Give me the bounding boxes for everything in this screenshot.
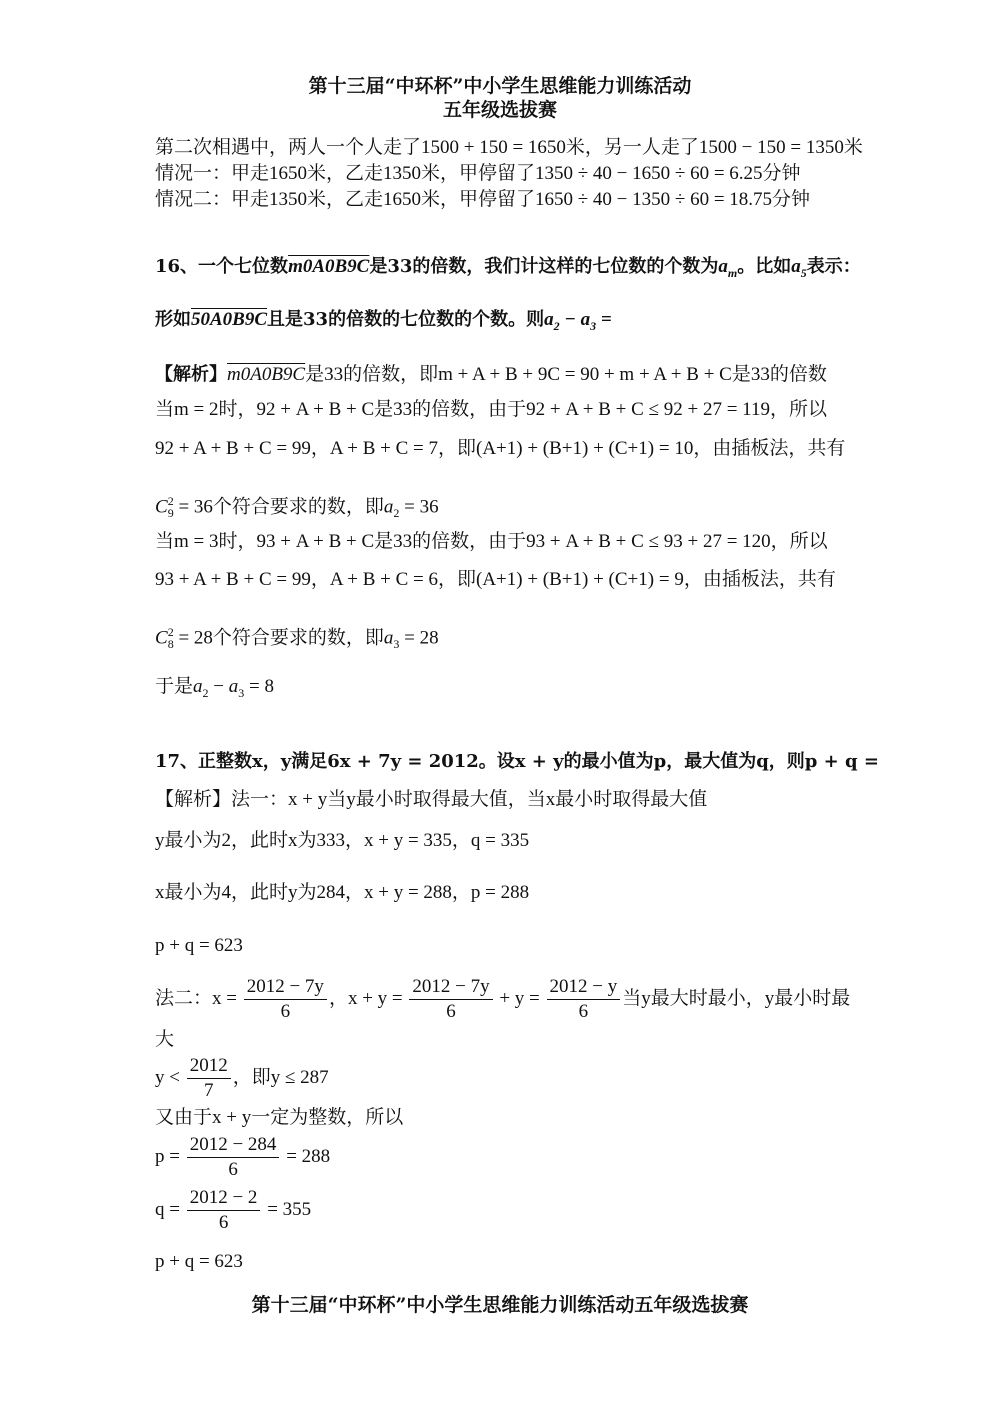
q16-case3-line-1: 当m = 3时，93 + A + B + C是33的倍数，由于93 + A + B + C ≤ 93 + 27 = 120，所以 [155,531,828,552]
q16-case2-line-1: 当m = 2时，92 + A + B + C是33的倍数，由于92 + A + B + C ≤ 92 + 27 = 119，所以 [155,399,827,420]
q16-case3-line-2: 93 + A + B + C = 99，A + B + C = 6，即(A+1) + (B+1) + (C+1) = 9，由插板法，共有 [155,569,836,590]
continuation-line-1: 第二次相遇中，两人一个人走了1500 + 150 = 1650米，另一人走了1500 − 150 = 1350米 [155,137,863,158]
q16-stem-line-2: 形如50A0B9C且是33的倍数的七位数的个数。则$a_2 - a_3$ = [155,309,612,333]
q17-method1-intro: 【解析】法一：x + y当y最小时取得最大值，当x最小时取得最大值 [155,789,708,810]
page-subtitle: 五年级选拔赛 [442,99,557,121]
page-footer: 第十三届“中环杯”中小学生思维能力训练活动五年级选拔赛 [251,1294,749,1316]
q17-q-value: q = $\frac{2012 - 2}{6}$ = 355 [155,1187,312,1233]
q17-integer-note: 又由于x + y一定为整数，所以 [155,1107,404,1128]
continuation-line-2: 情况一：甲走1650米，乙走1350米，甲停留了1350 ÷ 40 − 1650 ÷ 60 = 6.25分钟 [155,163,801,184]
q16-final-answer: 于是$a_2 - a_3 = 8$ [155,676,274,700]
q17-final-sum: p + q = 623 [155,1251,243,1272]
q16-solution-line-1: 【解析】m0A0B9C是33的倍数，即m + A + B + 9C = 90 + m + A + B + C是33的倍数 [155,364,827,385]
q17-method1-sum: p + q = 623 [155,935,243,956]
q16-case2-line-3: $C_9^2 = 36$个符合要求的数，即$a_2 = 36$ [155,494,439,521]
q16-case2-line-2: 92 + A + B + C = 99，A + B + C = 7，即(A+1) + (B+1) + (C+1) = 10，由插板法，共有 [155,438,846,459]
q16-stem-line-1: 16、一个七位数m0A0B9C是33的倍数，我们计这样的七位数的个数为$a_m$。比如$a_5$表示： [155,256,861,280]
q16-case3-line-3: $C_8^2 = 28$个符合要求的数，即$a_3 = 28$ [155,625,439,652]
q17-method2-line: 法二：x = $\frac{2012 - 7y}{6}$ ，x + y = $\frac{2012 - 7y}{6}$ + y = $\frac{2012 - y}{6}$ 当y最大时最小，y最小时最 [155,976,851,1022]
q17-method2-wrap: 大 [155,1029,175,1050]
q17-method1-line-2: x最小为4，此时y为284，x + y = 288，p = 288 [155,882,530,903]
continuation-line-3: 情况二：甲走1350米，乙走1650米，甲停留了1650 ÷ 40 − 1350 ÷ 60 = 18.75分钟 [155,189,811,210]
page-title: 第十三届“中环杯”中小学生思维能力训练活动 [308,75,692,97]
q17-inequality: y < $\frac{2012}{7}$ ，即y ≤ 287 [155,1055,329,1101]
q17-method1-line-1: y最小为2，此时x为333，x + y = 335，q = 335 [155,830,530,851]
q17-stem: 17、正整数x，y满足6x + 7y = 2012。设x + y的最小值为p，最大值为q，则p + q = [155,751,879,772]
q17-p-value: p = $\frac{2012 - 284}{6}$ = 288 [155,1134,331,1180]
